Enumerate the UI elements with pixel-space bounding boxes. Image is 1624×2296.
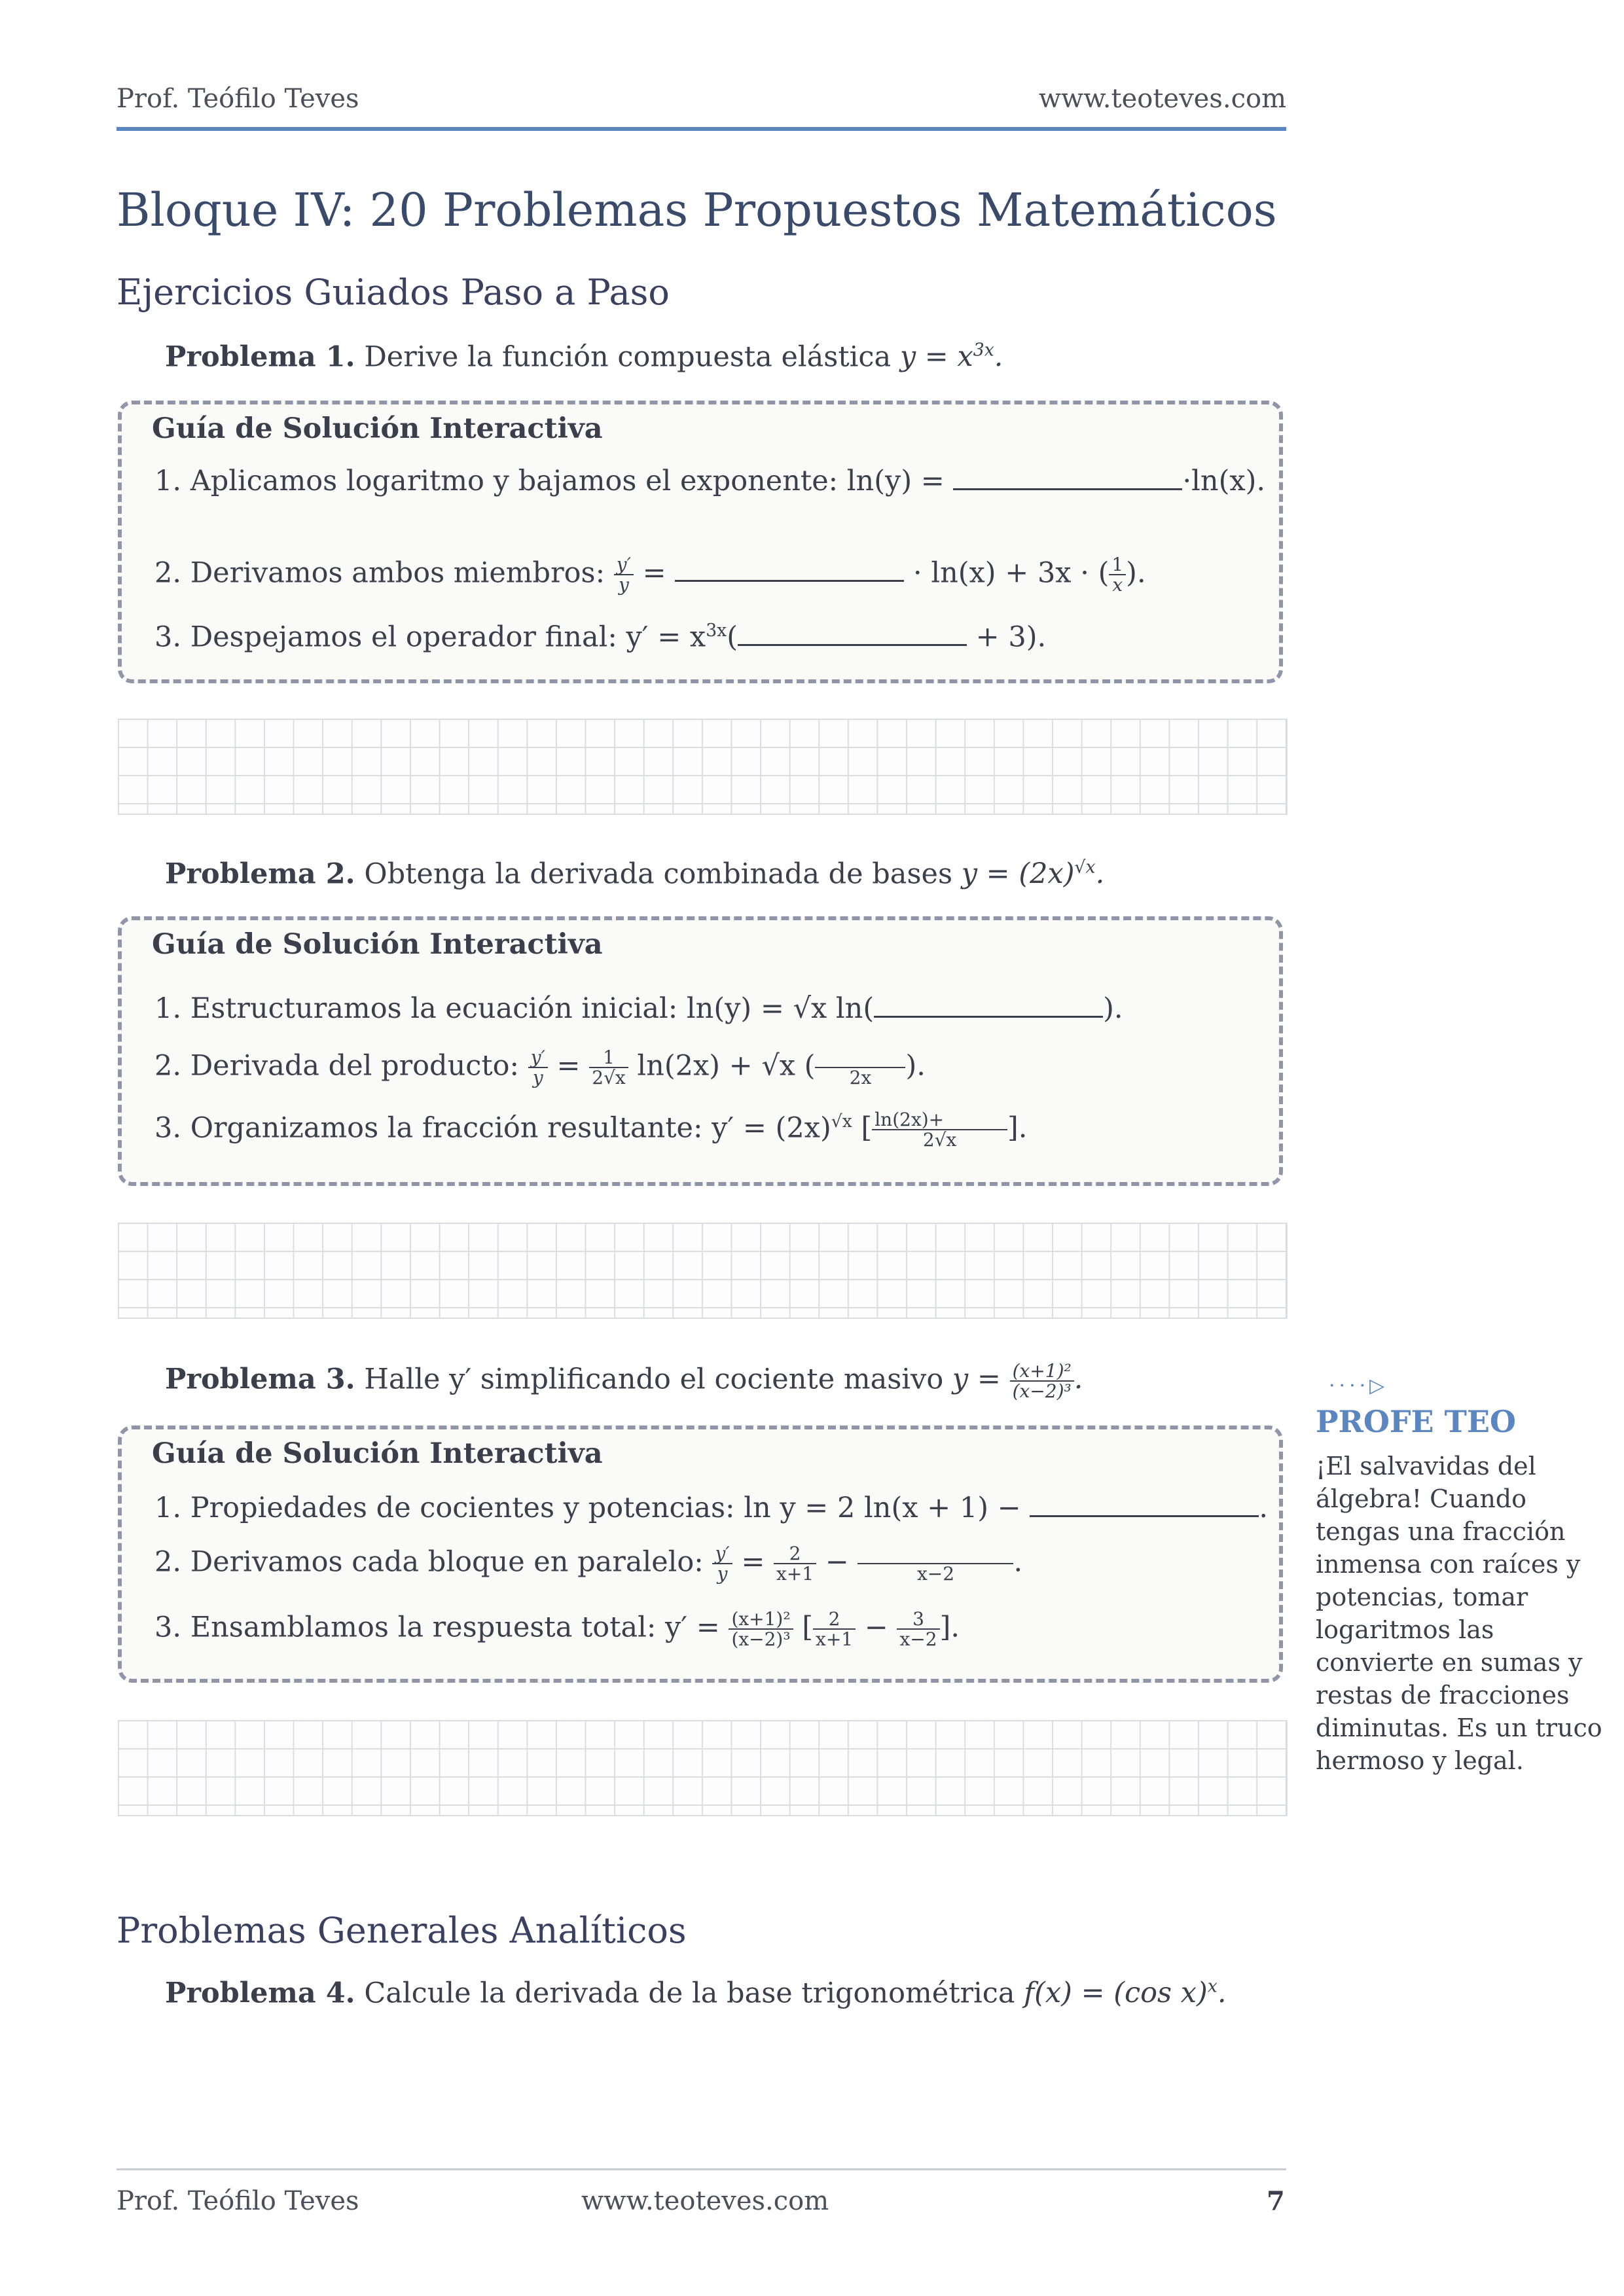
problem-2-step-1: 1. Estructuramos la ecuación inicial: ln(y) = √x ln( ).	[154, 992, 1123, 1025]
sidebar-text: ¡El salvavidas del álgebra! Cuando tengas una fracción inmensa con raíces y potencias, tomar logaritmos las convierte en sumas y restas de fracciones diminutas. Es un truco hermoso y legal.	[1316, 1452, 1602, 1775]
fraction-blank-over-xminus2: x−2	[857, 1544, 1013, 1584]
fraction-yprime-y: $\frac{y'}{y}$	[712, 1544, 732, 1584]
problem-1-step-1: 1. Aplicamos logaritmo y bajamos el exponente: ln(y) = ·ln(x).	[154, 465, 1266, 497]
sidebar-title: PROFE TEO	[1316, 1404, 1516, 1439]
problem-2-text: Obtenga la derivada combinada de bases	[364, 857, 953, 891]
problem-3-step-2: 2. Derivamos cada bloque en paralelo: $\frac{y'}{y}$ = $\frac{2}{x+1}$ − x−2 .	[154, 1543, 1023, 1585]
problem-1-step-3: 3. Despejamos el operador final: $y' = x^{3x}( + 3)$.	[154, 620, 1047, 654]
problem-3-formula: y = $\frac{\text{(x+1)²}}{\text{(x−2)³}}$ .	[952, 1360, 1083, 1403]
answer-blank[interactable]	[874, 996, 1103, 1018]
sidebar-arrow-icon: ····▷	[1329, 1374, 1389, 1397]
fraction-yprime-y: $\frac{y'}{y}$	[614, 555, 634, 595]
problem-1-step-2: 2. Derivamos ambos miembros: $\frac{y'}{y}$ = · ln(x) + 3x · ( $\frac{1}{x}$ ).	[154, 554, 1146, 596]
section-heading-guided: Ejercicios Guiados Paso a Paso	[117, 272, 670, 313]
problem-1-guide	[118, 401, 1283, 683]
fraction-1-over-2sqrtx: $\frac{1}{2√x}$	[589, 1048, 628, 1088]
problem-3-text: Halle y′ simplificando el cociente masivo	[364, 1363, 944, 1396]
page-number: 7	[1267, 2186, 1285, 2217]
fraction-quotient: $\frac{\text{(x+1)²}}{\text{(x−2)³}}$	[729, 1609, 793, 1649]
problem-1-label: Problema 1.	[165, 340, 355, 374]
answer-blank[interactable]	[953, 469, 1182, 490]
header-rule	[117, 127, 1286, 131]
scratch-grid-3[interactable]	[118, 1720, 1288, 1816]
answer-blank[interactable]	[738, 624, 967, 646]
fraction-1-over-x: $\frac{1}{x}$	[1109, 555, 1126, 595]
problem-2-label: Problema 2.	[165, 857, 355, 891]
guide-title: Guía de Solución Interactiva	[152, 928, 603, 961]
footer-author: Prof. Teófilo Teves	[117, 2186, 359, 2216]
problem-1-text: Derive la función compuesta elástica	[364, 340, 892, 374]
footer-rule	[117, 2168, 1286, 2170]
fraction-2-over-xplus1: $\frac{2}{x+1}$	[774, 1544, 816, 1584]
problem-1-formula: $y = x^{3x}$.	[899, 340, 1003, 374]
problem-4-formula: f(x) = (cos x)$^x$.	[1024, 1977, 1227, 2010]
fraction-yprime-y: $\frac{y'}{y}$	[528, 1048, 548, 1088]
scratch-grid-1[interactable]	[118, 719, 1288, 815]
fraction-blank-over-2x: 2x	[815, 1048, 905, 1088]
problem-4-text: Calcule la derivada de la base trigonométrica	[364, 1977, 1015, 2010]
answer-blank[interactable]	[675, 560, 904, 582]
problem-3-step-3: 3. Ensamblamos la respuesta total: y′ = $\frac{\text{(x+1)²}}{\text{(x−2)³}}$ [ $\frac{2}{x+1}$ − $\frac{3}{x-2}$ ].	[154, 1608, 960, 1651]
guide-title: Guía de Solución Interactiva	[152, 1437, 603, 1470]
problem-3-label: Problema 3.	[165, 1363, 355, 1396]
problem-2-statement	[165, 857, 1104, 890]
problem-4-label: Problema 4.	[165, 1977, 355, 2010]
problem-3-guide	[118, 1426, 1283, 1683]
problem-3-statement	[165, 1361, 1083, 1401]
problem-1-statement	[165, 340, 1003, 373]
section-heading-general: Problemas Generales Analíticos	[117, 1910, 687, 1951]
problem-2-guide	[118, 916, 1283, 1186]
guide-title: Guía de Solución Interactiva	[152, 412, 603, 445]
header-author: Prof. Teófilo Teves	[117, 84, 359, 114]
problem-2-step-2: 2. Derivada del producto: $\frac{y'}{y}$ = $\frac{1}{2√x}$ ln(2x) + √x ( 2x ).	[154, 1047, 926, 1089]
problem-2-step-3: 3. Organizamos la fracción resultante: $y' = (2x)^{√x}$ [ $\frac{\ln(2x)+ \_\_\_\_\_\_}{2√x}$ ].	[154, 1109, 1028, 1151]
fraction-ln2x-over-2sqrtx: $\frac{\ln(2x)+ \_\_\_\_\_\_}{2√x}$	[872, 1110, 1007, 1150]
answer-blank[interactable]	[1030, 1496, 1259, 1517]
scratch-grid-2[interactable]	[118, 1223, 1288, 1319]
problem-2-formula: $y = (2x)^{√x}$.	[961, 857, 1105, 891]
header-website: www.teoteves.com	[1038, 84, 1286, 114]
problem-3-step-1: 1. Propiedades de cocientes y potencias: ln y = 2 ln(x + 1) − .	[154, 1492, 1269, 1524]
page-title: Bloque IV: 20 Problemas Propuestos Matemáticos	[117, 183, 1277, 237]
problem-4-statement	[165, 1977, 1227, 2009]
footer-website: www.teoteves.com	[581, 2186, 829, 2216]
